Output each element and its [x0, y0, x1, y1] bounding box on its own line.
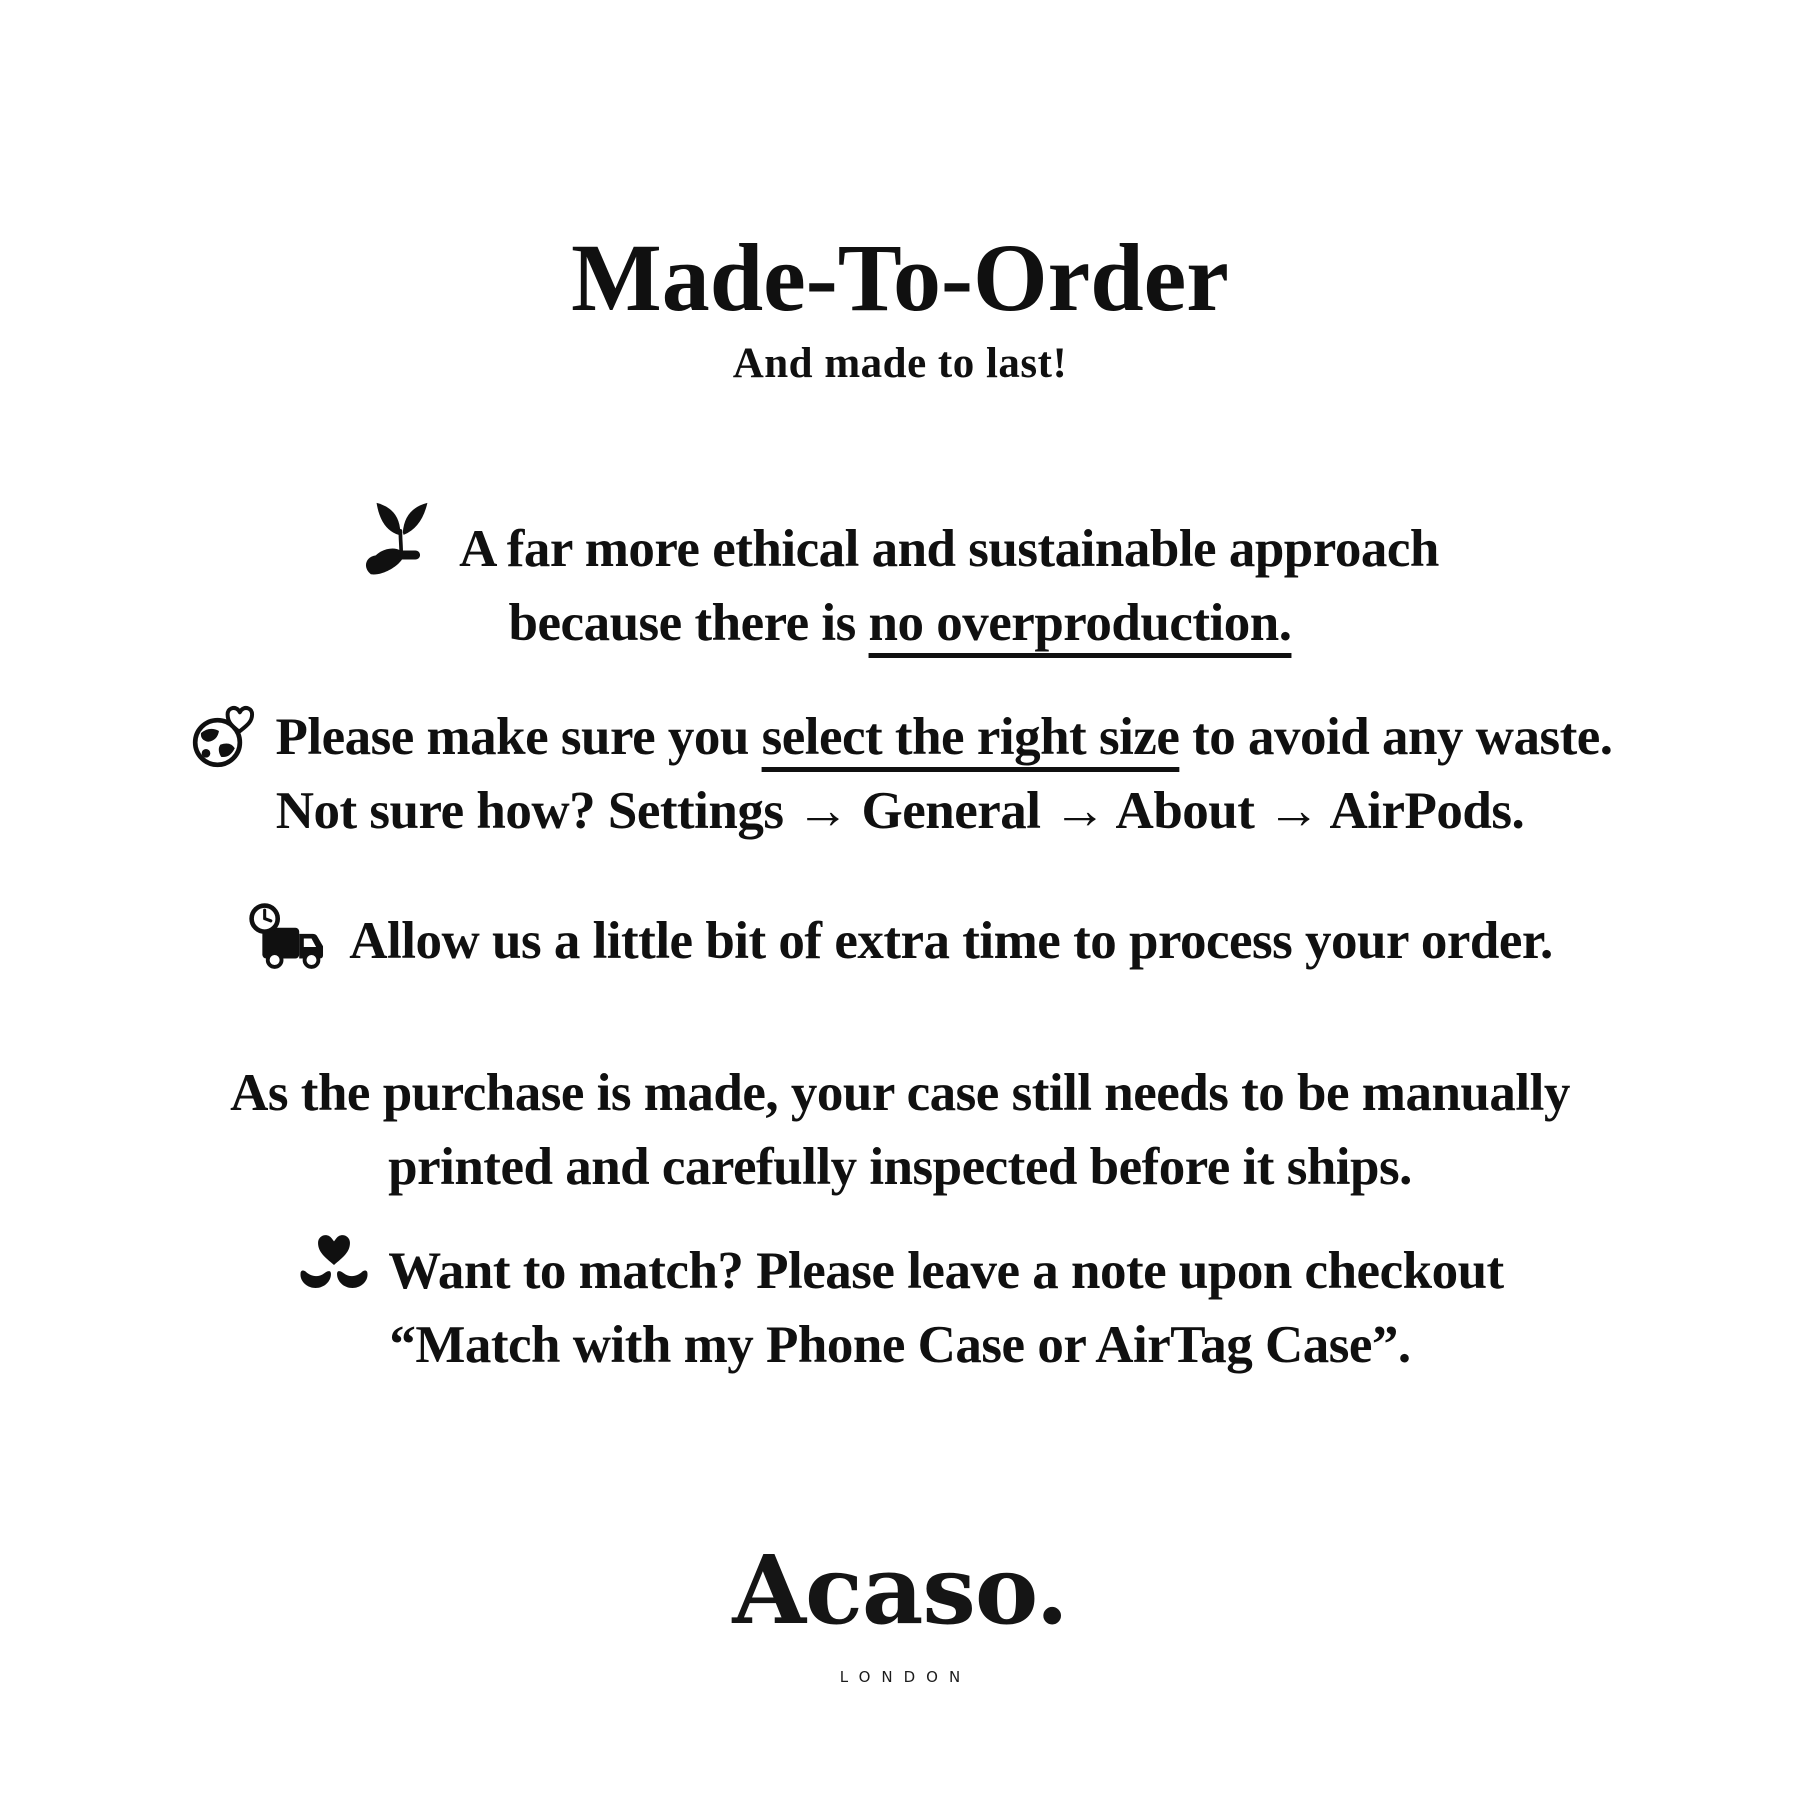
paragraph-production — [0, 1056, 1800, 1204]
no-overproduction-underline: no overproduction. — [868, 594, 1292, 652]
production-line1: As the purchase is made, your case still needs to be manually — [230, 1064, 1570, 1122]
sustainability-line1: A far more ethical and sustainable approach — [459, 520, 1439, 578]
paragraph-sizing — [0, 700, 1800, 848]
header — [0, 224, 1800, 388]
matching-line1: Want to match? Please leave a note upon checkout — [388, 1242, 1504, 1300]
sizing-line2: Not sure how? Settings → General → About → AirPods. — [275, 782, 1525, 840]
globe-heart-icon — [188, 700, 260, 772]
hands-heart-icon — [296, 1230, 372, 1306]
truck-clock-icon — [247, 900, 333, 974]
sizing-line1-pre: Please make sure you — [275, 708, 762, 766]
production-line2: printed and carefully inspected before it ships. — [388, 1138, 1412, 1196]
seedling-hand-icon — [361, 498, 443, 580]
brand-footer — [0, 1535, 1800, 1686]
paragraph-matching — [0, 1230, 1800, 1382]
sizing-line1-post: to avoid any waste. — [1179, 708, 1613, 766]
paragraph-sustainability — [0, 498, 1800, 660]
brand-location: LONDON — [839, 1668, 972, 1686]
paragraph-processing — [0, 900, 1800, 978]
page-subtitle: And made to last! — [732, 339, 1068, 387]
matching-line2: “Match with my Phone Case or AirTag Case”. — [389, 1316, 1411, 1374]
sustainability-line2-pre: because there is — [508, 594, 869, 652]
brand-logo: Acaso. — [732, 1535, 1068, 1646]
page-title: Made-To-Order — [571, 224, 1229, 331]
select-right-size-underline: select the right size — [761, 708, 1180, 766]
processing-line1: Allow us a little bit of extra time to process your order. — [349, 912, 1553, 970]
